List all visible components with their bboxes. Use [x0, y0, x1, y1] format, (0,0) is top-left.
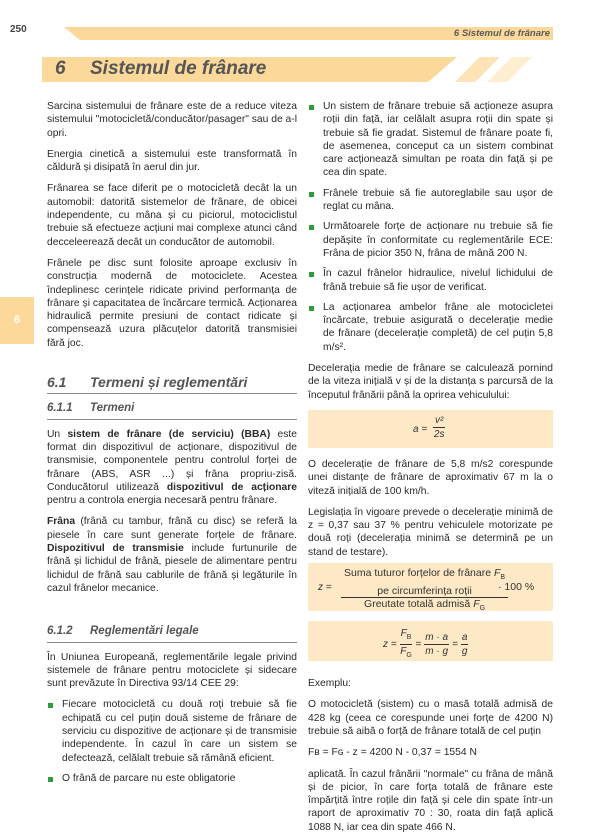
fraction-fb-fg	[400, 627, 413, 663]
final-paragraph: aplicată. În cazul frânării "normale" cu frâna de mână și de picior, în care forța totală de frânare este împărțită între roțile din față și cele din spate într-un raport de aproximativ 70 : 30, roata din față aplică 1088 N, iar cea din spate 466 N.	[308, 768, 553, 833]
regulation-intro: În Uniunea Europeană, reglementările legale privind sistemele de frânare pentru motociclete și sidecare sunt prevăzute în Directiva 93/14 CEE 29:	[47, 651, 297, 690]
numerator: v²	[433, 414, 445, 428]
chapter-number: 6	[55, 58, 66, 79]
right-column	[308, 100, 553, 839]
text: Un	[47, 428, 68, 440]
definition-paragraph	[47, 515, 297, 595]
list-item: Un sistem de frânare trebuie să acționeze asupra roții din față, iar celălalt asupra roții din spate și trebuie să fie gradat. Sistemul de frânare poate fi, de asemenea, conceput ca un sistem combinat care acționează simultan pe roata din față și pe cea din spate.	[308, 100, 553, 180]
intro-paragraph: Frânarea se face diferit pe o motocicletă decât la un automobil: datorită sistemelor de frânare, de obicei independente, cu mâna și cu piciorul, motociclistul trebuie să efectueze acțiuni mai complexe atunci când decceleerează decât un conducător de automobil.	[47, 183, 297, 248]
bold-term: Frâna	[47, 516, 76, 528]
numerator	[400, 627, 413, 645]
equation	[383, 627, 468, 663]
deceleration-paragraph: Decelerația medie de frânare se calculează pornind de la viteza inițială v și de la distanța s parcursă de la începutul frânării până la oprirea vehiculului:	[308, 363, 553, 401]
text: este format din dispozitivul de acționare, dispozitivul de transmisie, componentele pentru controlul forței de frânare (ABS, ASR ...) și frâna propriu-zisă. Conducătorul utilizează	[47, 428, 298, 493]
denominator: m · g	[425, 646, 449, 658]
fraction-a-g	[461, 631, 469, 659]
list-item: Următoarele forțe de acționare nu trebuie să fie depășite în conformitate cu reglementările ECE: Frâna de picior 350 N, frâna de mână 200 N.	[308, 220, 553, 260]
example-paragraph: O motocicletă (sistem) cu o masă totală admisă de 428 kg (ceea ce corespunde unei forțe de 4200 N) trebuie să aibă o forță de frânare totală de cel puțin	[308, 699, 553, 737]
numerator-text: Suma tuturor forțelor de frânare	[344, 567, 492, 580]
bold-term: dispozitivul de acționare	[166, 481, 297, 493]
fraction-ma-mg	[424, 631, 449, 659]
formula-z-ratio	[308, 563, 553, 611]
example-label: Exemplu:	[308, 678, 351, 690]
example-deceleration-paragraph: O decelerație de frânare de 5,8 m/s2 corespunde unei distanțe de frânare de aproximativ 67 m la o viteză inițială de 100 km/h.	[308, 458, 553, 497]
list-item: O frână de parcare nu este obligatorie	[47, 772, 297, 785]
formula-lhs: a =	[413, 423, 428, 435]
text: include furtunurile de frână și lichidul de frână, piesele de alimentare pentru lichidul de frână sau cablurile de frână și legăturile în cazul frânelor mecanice.	[47, 543, 297, 594]
subsection-heading-6-1-2	[47, 625, 297, 642]
regulation-list	[47, 698, 297, 785]
list-item: În cazul frânelor hidraulice, nivelul lichidului de frână trebuie să fie ușor de verificat.	[308, 267, 553, 294]
subsection-heading-6-1-1	[47, 402, 297, 419]
legislation-paragraph: Legislația în vigoare prevede o decelerație minimă de z = 0,37 sau 37 % pentru vehiculele motorizate pe două roți (decelerația minimă se determină pe un stand de testare).	[308, 506, 553, 558]
running-header-title: 6 Sistemul de frânare	[453, 28, 550, 39]
denominator	[400, 645, 413, 662]
subscript: B	[406, 634, 412, 642]
calculation-line: Fʙ = Fɢ - z = 4200 N - 0,37 = 1554 N	[308, 747, 477, 759]
denominator-text: Greutate totală admisă	[364, 598, 471, 611]
side-tab-label: 6	[13, 314, 21, 326]
section-heading-6-1	[47, 376, 297, 394]
denominator: 2s	[433, 429, 445, 441]
equals: =	[452, 639, 458, 651]
text: pentru a controla energia necesară pentru frânare.	[47, 495, 278, 507]
symbol: F	[400, 628, 407, 640]
list-item: Frânele trebuie să fie autoreglabile sau ușor de reglat cu mâna.	[308, 187, 553, 214]
page-number: 250	[10, 24, 27, 35]
subscript: G	[479, 605, 486, 613]
denominator: g	[461, 646, 468, 658]
section-number: 6.1	[47, 374, 67, 391]
subsection-number: 6.1.2	[47, 625, 73, 638]
chapter-side-tab	[0, 297, 34, 344]
formula-z-simplified	[308, 621, 553, 661]
left-column	[47, 100, 297, 793]
numerator: a	[461, 631, 469, 645]
list-item: Fiecare motocicletă cu două roți trebuie să fie echipată cu cel puțin două sisteme de frânare de serviciu cu dispozitive de acționare și de transmisie independente. În cazul în care un sistem se defectează, celălalt trebuie să rămână eficient.	[47, 698, 297, 764]
formula-lhs: z =	[383, 639, 397, 651]
symbol: F	[473, 598, 480, 611]
bold-term: sistem de frânare (de serviciu) (BBA)	[67, 428, 271, 440]
subsection-title: Reglementări legale	[90, 625, 199, 638]
intro-paragraph: Energia cinetică a sistemului este transformată în căldură și disipată în aerul din jur.	[47, 148, 297, 174]
numerator-text: pe circumferința roții	[377, 584, 472, 597]
formula-deceleration	[308, 410, 553, 448]
equals: =	[415, 639, 422, 651]
numerator	[341, 567, 508, 598]
symbol: F	[494, 567, 501, 580]
regulation-list-continued	[308, 100, 553, 354]
intro-paragraph: Sarcina sistemului de frânare este de a reduce viteza sistemului "motocicletă/conducător/pasager" sau de a-l opri.	[47, 101, 297, 139]
formula-fraction	[341, 567, 508, 615]
list-item: La acționarea ambelor frâne ale motocicletei încărcate, trebuie asigurată o decelerație medie de frânare (decelerație completă) de cel puțin 5,8 m/s².	[308, 301, 553, 354]
formula-fraction	[433, 414, 445, 442]
symbol: F	[400, 646, 407, 658]
definition-paragraph	[47, 428, 297, 508]
subscript: B	[500, 574, 506, 582]
numerator: m · a	[424, 631, 449, 645]
subsection-title: Termeni	[90, 402, 135, 415]
text: (frână cu tambur, frână cu disc) se referă la piesele în care sunt generate forțele de frânare.	[47, 516, 297, 541]
formula-rhs: · 100 %	[498, 581, 535, 594]
bold-term: Dispozitivul de transmisie	[47, 543, 184, 555]
chapter-title: Sistemul de frânare	[90, 58, 267, 79]
denominator	[341, 598, 508, 615]
section-title: Termeni și reglementări	[90, 374, 248, 391]
subscript: G	[406, 652, 412, 660]
subsection-number: 6.1.1	[47, 402, 73, 415]
intro-paragraph: Frânele pe disc sunt folosite aproape exclusiv în construcția modernă de motociclete. Acestea îndeplinesc cerințele ridicate privind performanța de frânare și capacitatea de încărcare termică. Acționarea hidraulică permite presiuni de contact ridicate și compensează uzura plăcuțelor datorită transmisiei fără joc.	[47, 257, 297, 349]
formula-lhs: z =	[318, 582, 332, 594]
